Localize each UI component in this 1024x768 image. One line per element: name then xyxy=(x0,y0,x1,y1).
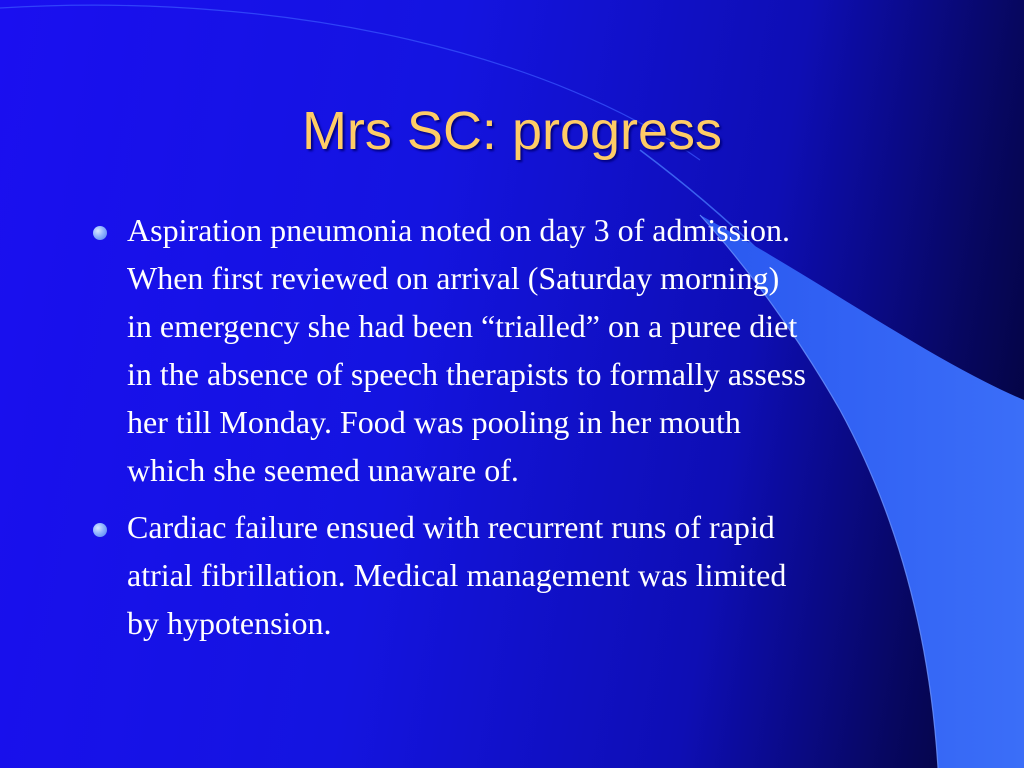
slide-title: Mrs SC: progress xyxy=(301,101,723,161)
bullet-line: her till Monday. Food was pooling in her mouth xyxy=(127,404,741,440)
bullet-line: When first reviewed on arrival (Saturday morning) xyxy=(127,260,780,296)
bullet-item-cardiac xyxy=(84,503,984,647)
bullet-line: by hypotension. xyxy=(127,605,332,641)
bullet-item-aspiration xyxy=(84,206,984,494)
bullet-dot-icon xyxy=(93,226,107,240)
bullet-line: which she seemed unaware of. xyxy=(127,452,519,488)
bullet-line: Aspiration pneumonia noted on day 3 of admission. xyxy=(127,212,791,248)
bullet-line: Cardiac failure ensued with recurrent runs of rapid xyxy=(127,509,775,545)
bullet-line: in emergency she had been “trialled” on a puree diet xyxy=(127,308,798,344)
bullet-line: atrial fibrillation. Medical management was limited xyxy=(127,557,787,593)
bullet-line: in the absence of speech therapists to formally assess xyxy=(127,356,806,392)
bullet-list xyxy=(84,206,984,656)
bullet-dot-icon xyxy=(93,523,107,537)
